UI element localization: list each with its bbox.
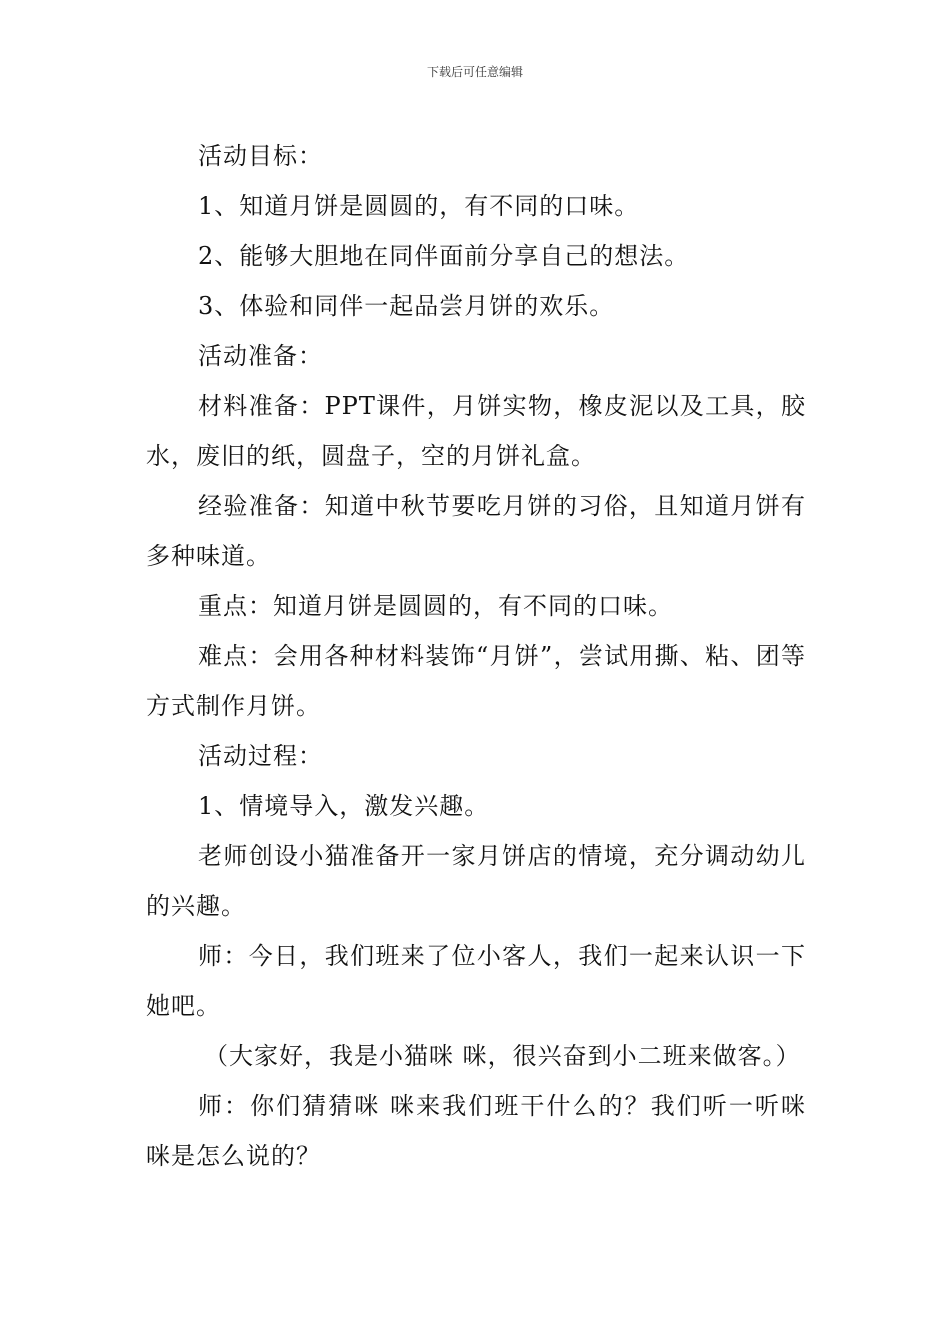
experience-preparation: 经验准备：知道中秋节要吃月饼的习俗，且知道月饼有多种味道。 [146, 492, 806, 570]
process-paragraph: 老师创设小猫准备开一家月饼店的情境，充分调动幼儿的兴趣。 [146, 842, 806, 920]
process-step-1: 1、情境导入，激发兴趣。 [198, 792, 490, 820]
teacher-line-1: 师：今日，我们班来了位小客人，我们一起来认识一下她吧。 [146, 942, 806, 1020]
heading-activity-process: 活动过程： [198, 742, 323, 770]
material-preparation: 材料准备：PPT课件，月饼实物，橡皮泥以及工具，胶水，废旧的纸，圆盘子，空的月饼礼盒。 [146, 392, 806, 470]
key-point: 重点：知道月饼是圆圆的，有不同的口味。 [198, 592, 673, 620]
page-header: 下载后可任意编辑 [426, 65, 523, 79]
cat-line: （大家好，我是小猫咪 咪，很兴奋到小二班来做客。） [204, 1042, 801, 1070]
heading-activity-preparation: 活动准备： [198, 342, 323, 370]
goal-item-3: 3、体验和同伴一起品尝月饼的欢乐。 [198, 292, 615, 320]
heading-activity-goals: 活动目标： [198, 142, 323, 170]
teacher-line-2: 师：你们猜猜咪 咪来我们班干什么的？我们听一听咪咪是怎么说的？ [146, 1092, 806, 1170]
document-body [146, 131, 806, 1181]
goal-item-2: 2、能够大胆地在同伴面前分享自己的想法。 [198, 242, 690, 270]
goal-item-1: 1、知道月饼是圆圆的，有不同的口味。 [198, 192, 640, 220]
difficult-point: 难点：会用各种材料装饰“月饼”，尝试用撕、粘、团等方式制作月饼。 [146, 642, 806, 720]
